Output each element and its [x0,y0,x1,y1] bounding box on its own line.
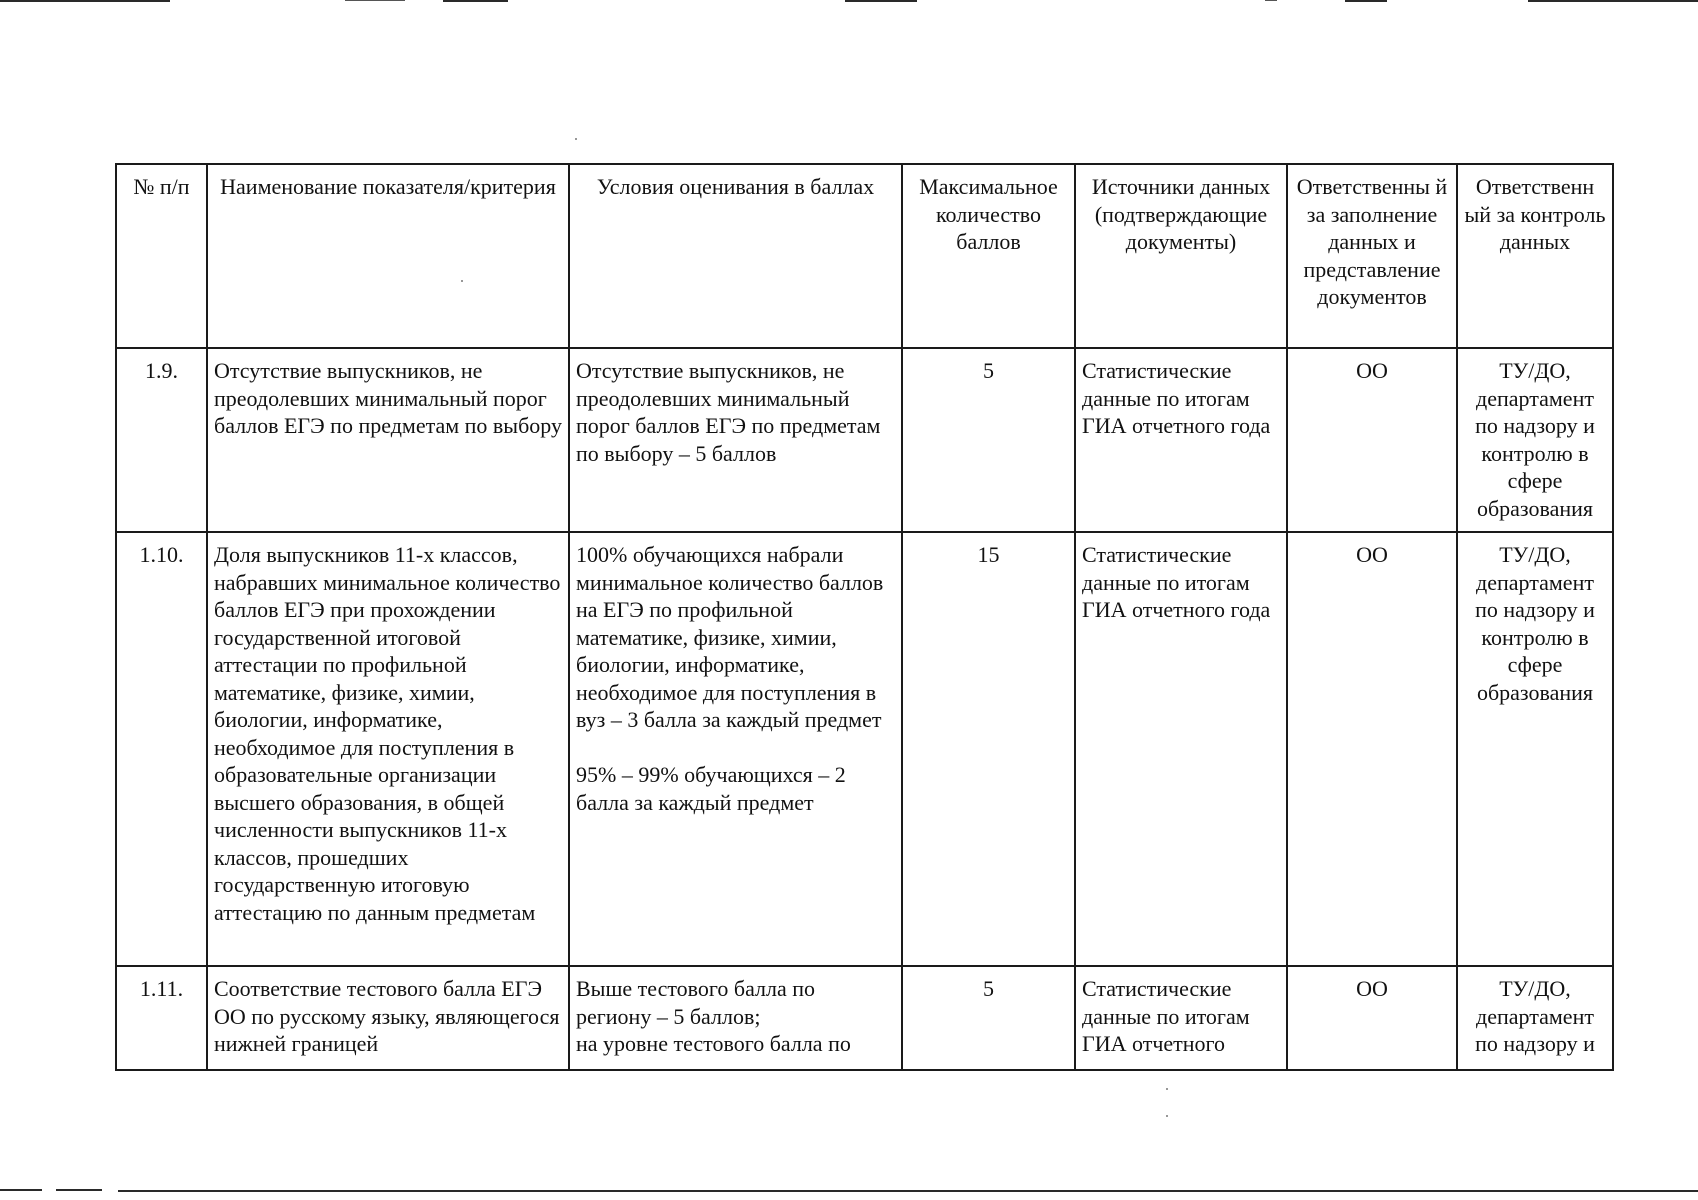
data-source: Статистические данные по итогам ГИА отчетного года [1075,532,1287,966]
max-points: 5 [902,966,1075,1070]
header-responsible-control: Ответственн ый за контроль данных [1457,164,1613,348]
indicator-name: Доля выпускников 11-х классов, набравших минимальное количество баллов ЕГЭ при прохождении государственной итоговой аттестации по профильной математике, физике, химии, биологии, информатике, необходимое для поступления в образовательные организации высшего образования, в общей численности выпускников 11-х классов, прошедших государственную итоговую аттестацию по данным предметам [207,532,569,966]
scoring-conditions: Выше тестового балла по региону – 5 баллов; на уровне тестового балла по [569,966,902,1070]
table-header-row [116,164,1613,348]
responsible-filling: ОО [1287,348,1457,532]
responsible-control: ТУ/ДО, департамент по надзору и контролю в сфере образования [1457,532,1613,966]
header-number: № п/п [116,164,207,348]
table-row [116,348,1613,532]
scoring-conditions: 100% обучающихся набрали минимальное количество баллов на ЕГЭ по профильной математике, физике, химии, биологии, информатике, необходимое для поступления в вуз – 3 балла за каждый предмет 95% – 99% обучающихся – 2 балла за каждый предмет [569,532,902,966]
header-max-points: Максимальное количество баллов [902,164,1075,348]
responsible-control: ТУ/ДО, департамент по надзору и [1457,966,1613,1070]
data-source: Статистические данные по итогам ГИА отчетного года [1075,348,1287,532]
row-number: 1.10. [116,532,207,966]
max-points: 15 [902,532,1075,966]
criteria-table [115,163,1614,1071]
scoring-conditions: Отсутствие выпускников, не преодолевших минимальный порог баллов ЕГЭ по предметам по выбору – 5 баллов [569,348,902,532]
max-points: 5 [902,348,1075,532]
header-data-sources: Источники данных (подтверждающие документы) [1075,164,1287,348]
indicator-name: Соответствие тестового балла ЕГЭ ОО по русскому языку, являющегося нижней границей [207,966,569,1070]
indicator-name: Отсутствие выпускников, не преодолевших минимальный порог баллов ЕГЭ по предметам по выбору [207,348,569,532]
data-source: Статистические данные по итогам ГИА отчетного [1075,966,1287,1070]
table-row [116,532,1613,966]
responsible-filling: ОО [1287,532,1457,966]
responsible-filling: ОО [1287,966,1457,1070]
header-responsible-filling: Ответственны й за заполнение данных и представление документов [1287,164,1457,348]
row-number: 1.9. [116,348,207,532]
row-number: 1.11. [116,966,207,1070]
responsible-control: ТУ/ДО, департамент по надзору и контролю в сфере образования [1457,348,1613,532]
header-indicator-name: Наименование показателя/критерия [207,164,569,348]
table-row [116,966,1613,1070]
header-scoring-conditions: Условия оценивания в баллах [569,164,902,348]
